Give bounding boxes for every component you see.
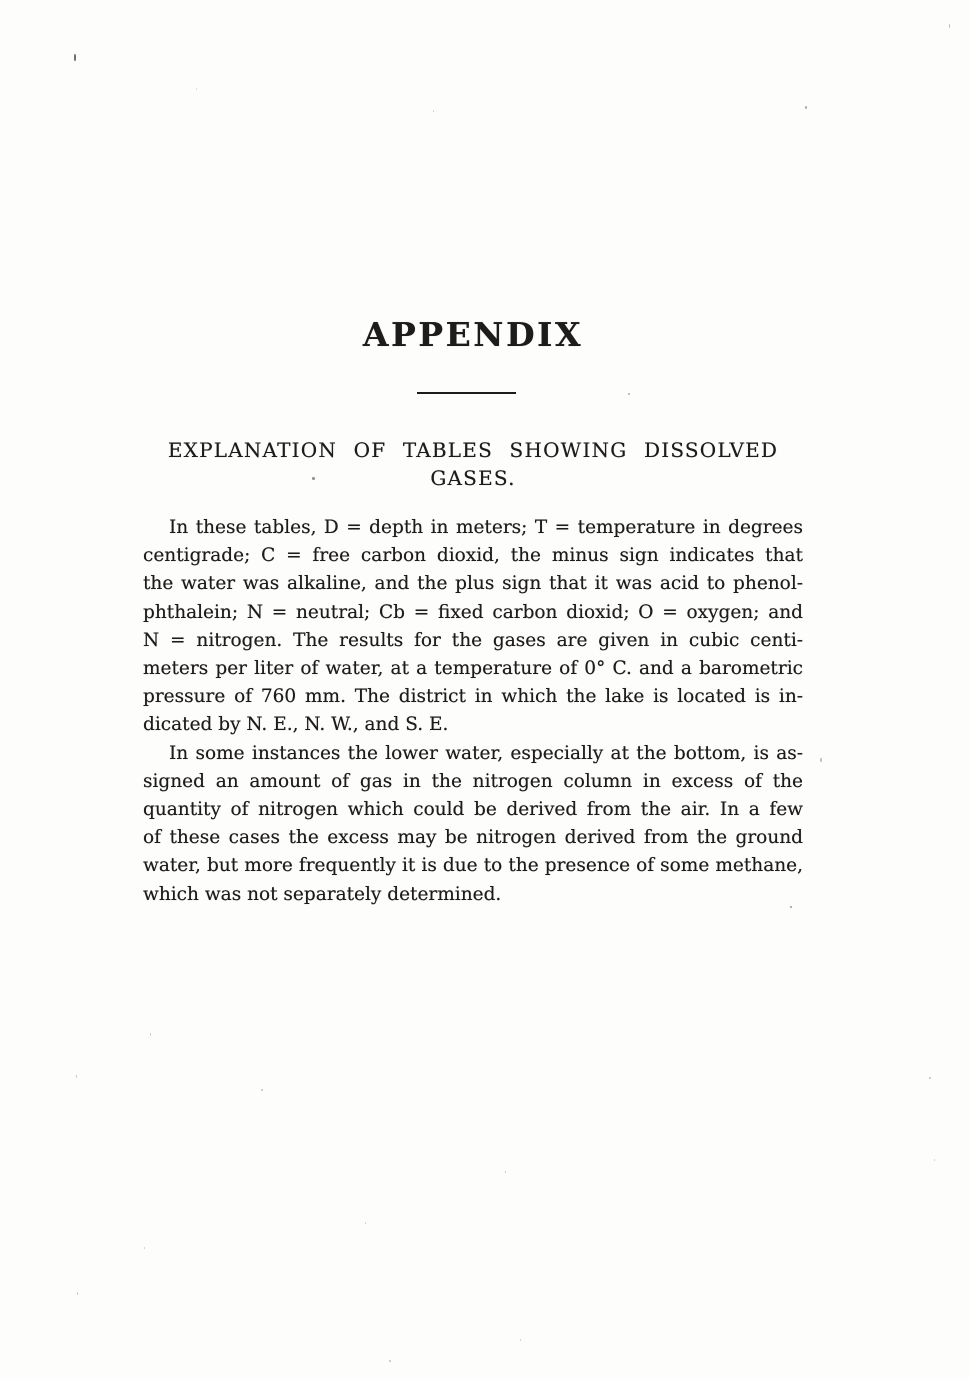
scan-speck <box>76 1075 77 1078</box>
scan-speck <box>77 1292 78 1295</box>
scan-speck <box>820 758 822 762</box>
text-line: meters per liter of water, at a temperature of 0° C. and a barometric <box>143 658 803 680</box>
text-line: In these tables, D = depth in meters; T = temperature in degrees <box>169 517 803 538</box>
section-heading <box>113 437 833 492</box>
text-line: the water was alkaline, and the plus sign that it was acid to phenol- <box>143 573 803 595</box>
scan-speck <box>74 54 76 61</box>
scan-speck <box>433 110 434 112</box>
text-line: dicated by N. E., N. W., and S. E. <box>143 714 449 736</box>
body-text <box>143 514 803 909</box>
paragraph-1 <box>143 514 803 740</box>
text-line: centigrade; C = free carbon dioxid, the minus sign indicates that <box>143 545 803 567</box>
text-line: N = nitrogen. The results for the gases are given in cubic centi- <box>143 629 803 651</box>
scan-speck <box>196 88 197 90</box>
scan-speck <box>150 1033 151 1036</box>
scan-speck <box>365 1222 366 1224</box>
scan-speck <box>628 393 630 395</box>
scan-speck <box>934 1159 935 1161</box>
scan-speck <box>389 1360 391 1362</box>
text-line: In some instances the lower water, especially at the bottom, is as- <box>169 742 803 764</box>
scan-speck <box>261 1089 263 1091</box>
scan-speck <box>949 24 950 28</box>
page-title: APPENDIX <box>362 315 584 354</box>
scan-speck <box>805 106 807 109</box>
text-line: which was not separately determined. <box>143 883 502 905</box>
text-line: water, but more frequently it is due to the presence of some methane, <box>143 855 803 877</box>
text-line: phthalein; N = neutral; Cb = fixed carbon dioxid; O = oxygen; and <box>143 601 803 623</box>
scan-speck <box>520 1339 521 1341</box>
scan-speck <box>312 477 315 480</box>
scan-speck <box>929 1077 931 1079</box>
scan-speck <box>790 906 792 908</box>
paragraph-2 <box>143 740 803 909</box>
section-heading-line-1: EXPLANATION OF TABLES SHOWING DISSOLVED <box>167 438 779 462</box>
text-line: quantity of nitrogen which could be derived from the air. In a few <box>143 799 803 821</box>
scan-speck <box>144 1247 145 1249</box>
text-line: of these cases the excess may be nitrogen derived from the ground <box>143 827 803 849</box>
section-heading-line-2: GASES. <box>430 465 516 490</box>
title-divider-rule <box>417 392 516 394</box>
text-line: pressure of 760 mm. The district in which the lake is located is in- <box>143 686 803 708</box>
scan-speck <box>505 1171 506 1173</box>
text-line: signed an amount of gas in the nitrogen column in excess of the <box>143 770 803 792</box>
